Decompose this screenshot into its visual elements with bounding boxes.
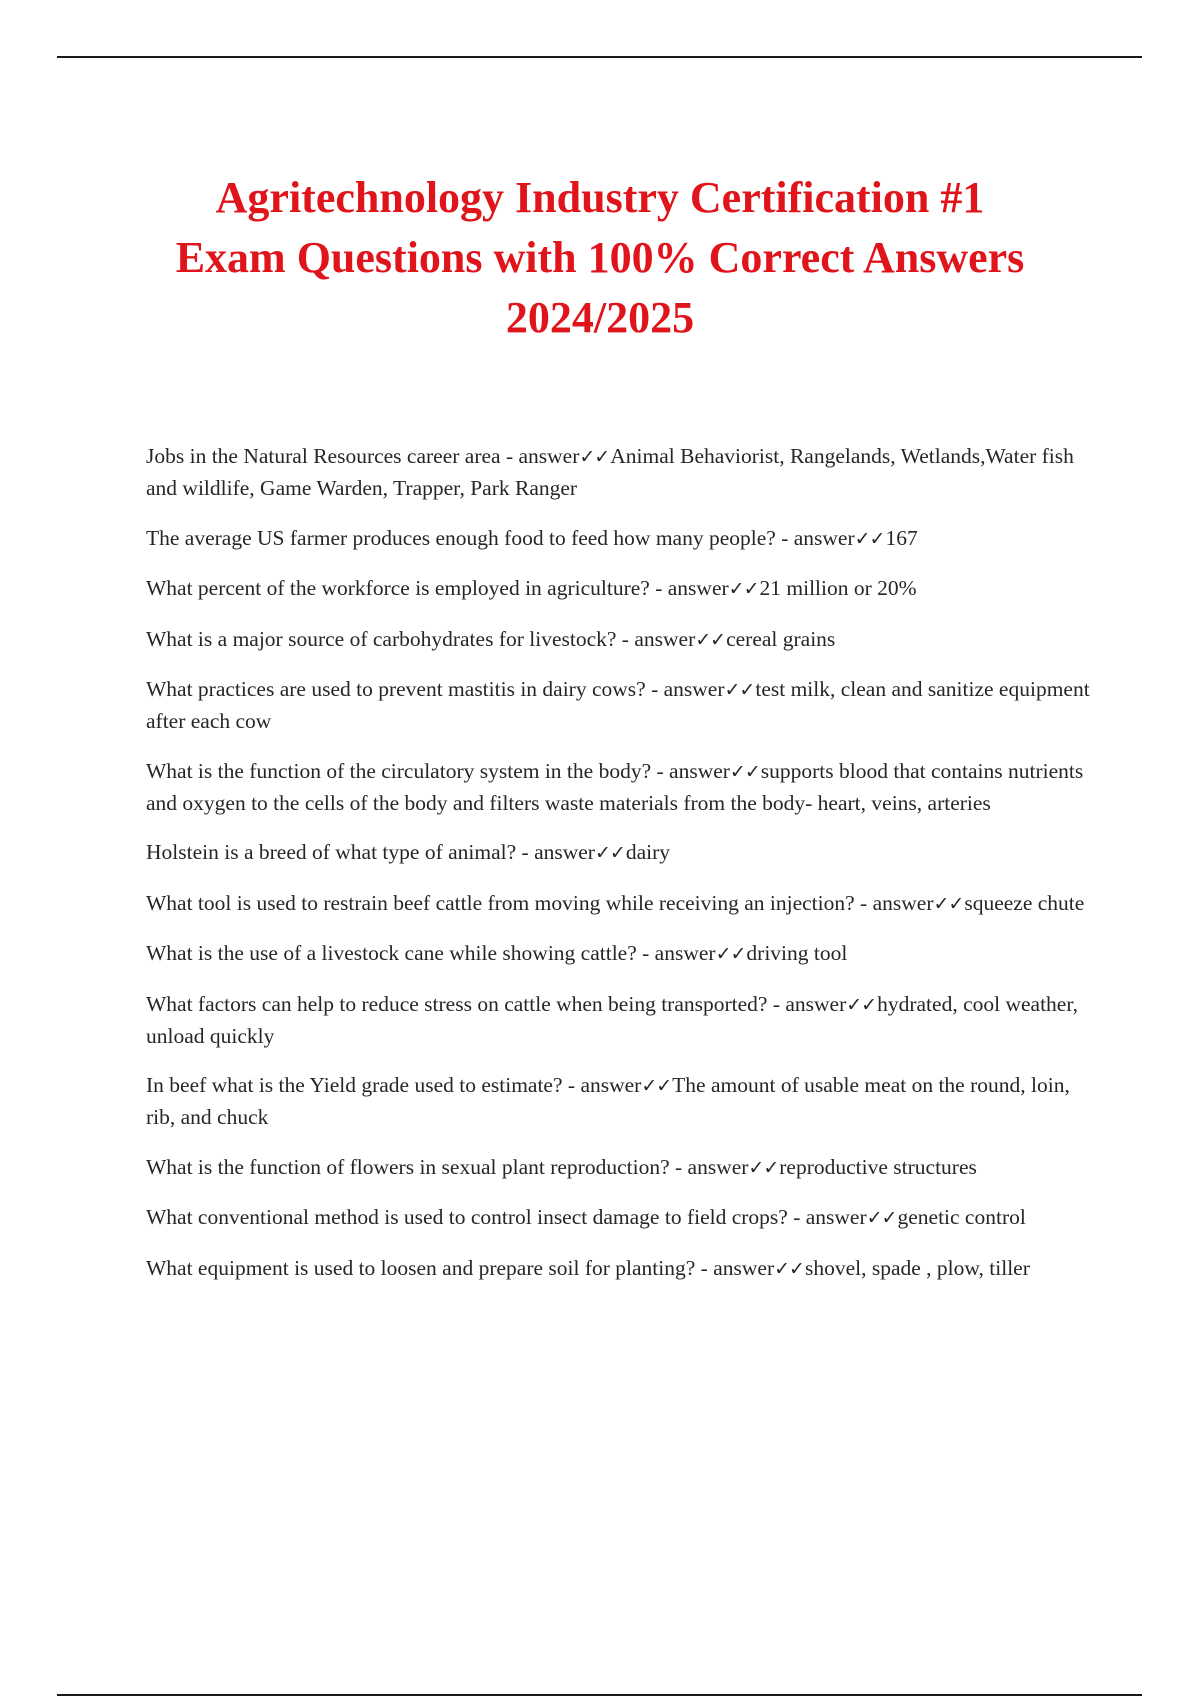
- double-check-icon: ✓✓: [579, 446, 610, 468]
- qa-item: [146, 1253, 1096, 1285]
- answer-marker: answer: [785, 991, 847, 1016]
- question-text: What equipment is used to loosen and prepare soil for planting? -: [146, 1255, 714, 1280]
- double-check-icon: ✓✓: [641, 1075, 672, 1097]
- double-check-icon: ✓✓: [866, 1207, 897, 1229]
- top-rule: [57, 56, 1142, 58]
- answer-text: shovel, spade , plow, tiller: [804, 1255, 1030, 1280]
- qa-item: [146, 938, 1096, 970]
- double-check-icon: ✓✓: [774, 1257, 804, 1280]
- answer-text: supports blood that contains nutrients and oxygen to the cells of the body and filters waste materials from the body- heart, veins, arteries: [146, 758, 1084, 815]
- title-line-3: 2024/2025: [505, 293, 695, 342]
- qa-item: [146, 573, 1096, 605]
- answer-marker: answer: [805, 1205, 867, 1229]
- answer-marker: answer: [518, 444, 580, 468]
- answer-marker: answer: [667, 576, 729, 600]
- answer-marker: answer: [713, 1255, 775, 1280]
- bottom-rule: [57, 1694, 1142, 1696]
- answer-marker: answer: [663, 677, 725, 701]
- answer-text: Animal Behaviorist, Rangelands, Wetlands,Water fish and wildlife, Game Warden, Trapper, Park Ranger: [146, 444, 1074, 500]
- double-check-icon: ✓✓: [695, 628, 726, 651]
- question-text: What is a major source of carbohydrates for livestock? -: [146, 626, 635, 651]
- question-text: What tool is used to restrain beef cattle from moving while receiving an injection? -: [146, 890, 873, 915]
- question-text: What is the function of the circulatory system in the body? -: [146, 758, 670, 783]
- question-text: What conventional method is used to control insect damage to field crops? -: [146, 1205, 806, 1229]
- double-check-icon: ✓✓: [724, 679, 755, 701]
- question-text: Holstein is a breed of what type of animal? -: [146, 840, 535, 864]
- answer-marker: answer: [793, 525, 855, 550]
- qa-item: [146, 1152, 1096, 1184]
- question-text: What is the use of a livestock cane while showing cattle? -: [146, 941, 655, 965]
- qa-item: [146, 888, 1096, 920]
- double-check-icon: ✓✓: [846, 993, 877, 1016]
- answer-marker: answer: [534, 840, 595, 864]
- answer-marker: answer: [669, 758, 730, 783]
- answer-text: The amount of usable meat on the round, loin, rib, and chuck: [146, 1073, 1070, 1129]
- double-check-icon: ✓✓: [715, 943, 746, 965]
- answer-marker: answer: [634, 626, 696, 651]
- answer-marker: answer: [654, 941, 716, 965]
- answer-marker: answer: [687, 1154, 749, 1179]
- double-check-icon: ✓✓: [729, 760, 760, 783]
- question-text: What percent of the workforce is employed in agriculture? -: [146, 576, 668, 600]
- qa-item: [146, 1202, 1096, 1234]
- double-check-icon: ✓✓: [854, 527, 885, 550]
- double-check-icon: ✓✓: [933, 892, 964, 915]
- qa-item: [146, 989, 1096, 1052]
- answer-text: genetic control: [897, 1205, 1026, 1229]
- answer-marker: answer: [580, 1073, 642, 1097]
- answer-marker: answer: [872, 890, 934, 915]
- answer-text: reproductive structures: [779, 1154, 977, 1179]
- double-check-icon: ✓✓: [594, 842, 625, 864]
- question-text: Jobs in the Natural Resources career area -: [146, 444, 519, 468]
- title-line-1: Agritechnology Industry Certification #1: [215, 173, 985, 222]
- answer-text: dairy: [625, 840, 670, 864]
- qa-item: [146, 837, 1096, 869]
- qa-item: [146, 523, 1096, 555]
- qa-item: [146, 1070, 1096, 1133]
- answer-text: hydrated, cool weather, unload quickly: [146, 991, 1079, 1048]
- qa-item: [146, 624, 1096, 656]
- question-text: The average US farmer produces enough food to feed how many people? -: [146, 525, 794, 550]
- answer-text: 167: [885, 525, 918, 550]
- question-text: What is the function of flowers in sexual plant reproduction? -: [146, 1154, 688, 1179]
- title-line-2: Exam Questions with 100% Correct Answers: [175, 233, 1025, 282]
- question-text: In beef what is the Yield grade used to estimate? -: [146, 1073, 581, 1097]
- answer-text: squeeze chute: [964, 890, 1085, 915]
- double-check-icon: ✓✓: [748, 1156, 779, 1179]
- qa-item: [146, 674, 1096, 737]
- qa-item: [146, 441, 1096, 504]
- answer-text: test milk, clean and sanitize equipment after each cow: [146, 677, 1090, 733]
- answer-text: cereal grains: [726, 626, 836, 651]
- answer-text: driving tool: [746, 941, 848, 965]
- question-text: What practices are used to prevent mastitis in dairy cows? -: [146, 677, 664, 701]
- question-text: What factors can help to reduce stress on cattle when being transported? -: [146, 991, 786, 1016]
- double-check-icon: ✓✓: [728, 578, 759, 600]
- qa-item: [146, 756, 1096, 819]
- document-title: [100, 168, 1100, 348]
- answer-text: 21 million or 20%: [759, 576, 917, 600]
- qa-list: [146, 441, 1096, 1303]
